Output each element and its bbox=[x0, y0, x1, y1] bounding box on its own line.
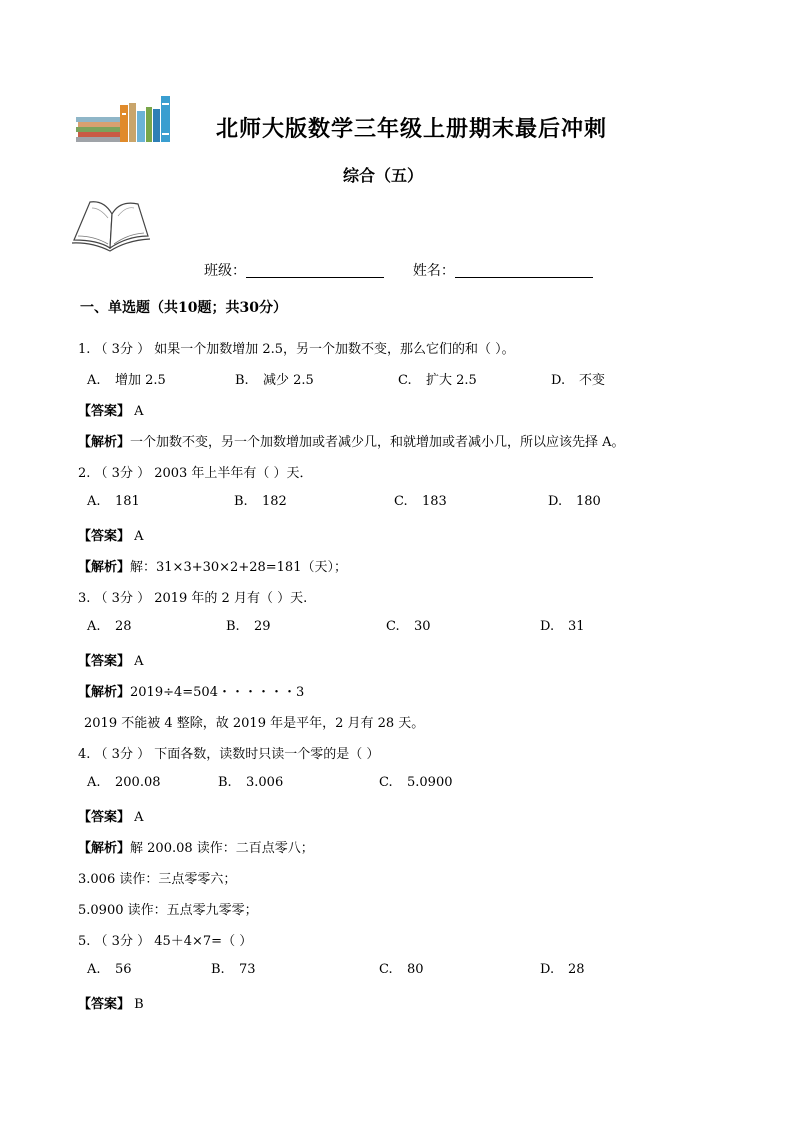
open-book-icon bbox=[70, 196, 152, 252]
option[interactable]: B. 减少 2.5 bbox=[235, 373, 314, 388]
option[interactable]: C. 5.0900 bbox=[379, 775, 453, 790]
option[interactable]: B. 182 bbox=[234, 494, 287, 509]
option[interactable]: C. 80 bbox=[379, 962, 424, 977]
option[interactable]: B. 73 bbox=[211, 962, 256, 977]
option[interactable]: C. 183 bbox=[394, 494, 447, 509]
answer-line: 【答案】 A bbox=[78, 529, 144, 544]
explanation-line: 【解析】解 200.08 读作：二百点零八； bbox=[78, 841, 314, 856]
option[interactable]: C. 30 bbox=[386, 619, 431, 634]
option[interactable]: A. 56 bbox=[87, 962, 132, 977]
option[interactable]: A. 28 bbox=[87, 619, 132, 634]
page-title: 北师大版数学三年级上册期末最后冲刺 bbox=[216, 116, 608, 142]
options-row bbox=[87, 494, 727, 512]
options-row bbox=[87, 619, 727, 637]
options-row bbox=[87, 962, 727, 980]
question-stem: 2. （ 3分 ） 2003 年上半年有（ ）天． bbox=[78, 466, 313, 481]
option[interactable]: A. 200.08 bbox=[87, 775, 161, 790]
question-stem: 4. （ 3分 ） 下面各数，读数时只读一个零的是（ ） bbox=[78, 747, 380, 762]
option[interactable]: C. 扩大 2.5 bbox=[398, 373, 477, 388]
name-field[interactable] bbox=[455, 263, 593, 278]
explanation-continued: 3.006 读作：三点零零六； bbox=[78, 872, 237, 887]
explanation-continued: 2019 不能被 4 整除，故 2019 年是平年，2 月有 28 天。 bbox=[84, 716, 425, 731]
section-heading: 一、单选题（共10题；共30分） bbox=[80, 300, 287, 316]
options-row bbox=[87, 369, 727, 387]
student-info-row bbox=[204, 260, 593, 280]
option[interactable]: B. 29 bbox=[226, 619, 271, 634]
option[interactable]: D. 31 bbox=[540, 619, 585, 634]
option[interactable]: D. 28 bbox=[540, 962, 585, 977]
books-icon bbox=[76, 93, 176, 143]
page-subtitle: 综合（五） bbox=[343, 166, 424, 185]
name-label: 姓名： bbox=[412, 263, 455, 279]
answer-line: 【答案】 B bbox=[78, 997, 144, 1012]
explanation-line: 【解析】解：31×3+30×2+28=181（天）； bbox=[78, 560, 347, 575]
question-stem: 1. （ 3分 ） 如果一个加数增加 2.5，另一个加数不变，那么它们的和（ ）。 bbox=[78, 342, 515, 357]
answer-line: 【答案】 A bbox=[78, 404, 144, 419]
option[interactable]: D. 不变 bbox=[551, 373, 606, 388]
option[interactable]: D. 180 bbox=[548, 494, 601, 509]
options-row bbox=[87, 775, 727, 793]
answer-line: 【答案】 A bbox=[78, 810, 144, 825]
answer-line: 【答案】 A bbox=[78, 654, 144, 669]
explanation-line: 【解析】一个加数不变，另一个加数增加或者减少几，和就增加或者减小几，所以应该先择 A。 bbox=[78, 435, 625, 450]
class-field[interactable] bbox=[246, 263, 384, 278]
class-label: 班级： bbox=[204, 263, 246, 279]
option[interactable]: A. 增加 2.5 bbox=[87, 373, 166, 388]
question-stem: 3. （ 3分 ） 2019 年的 2 月有（ ）天. bbox=[78, 591, 308, 606]
explanation-continued: 5.0900 读作：五点零九零零； bbox=[78, 903, 258, 918]
option[interactable]: B. 3.006 bbox=[218, 775, 284, 790]
question-stem: 5. （ 3分 ） 45＋4×7=（ ） bbox=[78, 934, 253, 949]
option[interactable]: A. 181 bbox=[87, 494, 140, 509]
explanation-line: 【解析】2019÷4=504・・・・・・3 bbox=[78, 685, 305, 700]
